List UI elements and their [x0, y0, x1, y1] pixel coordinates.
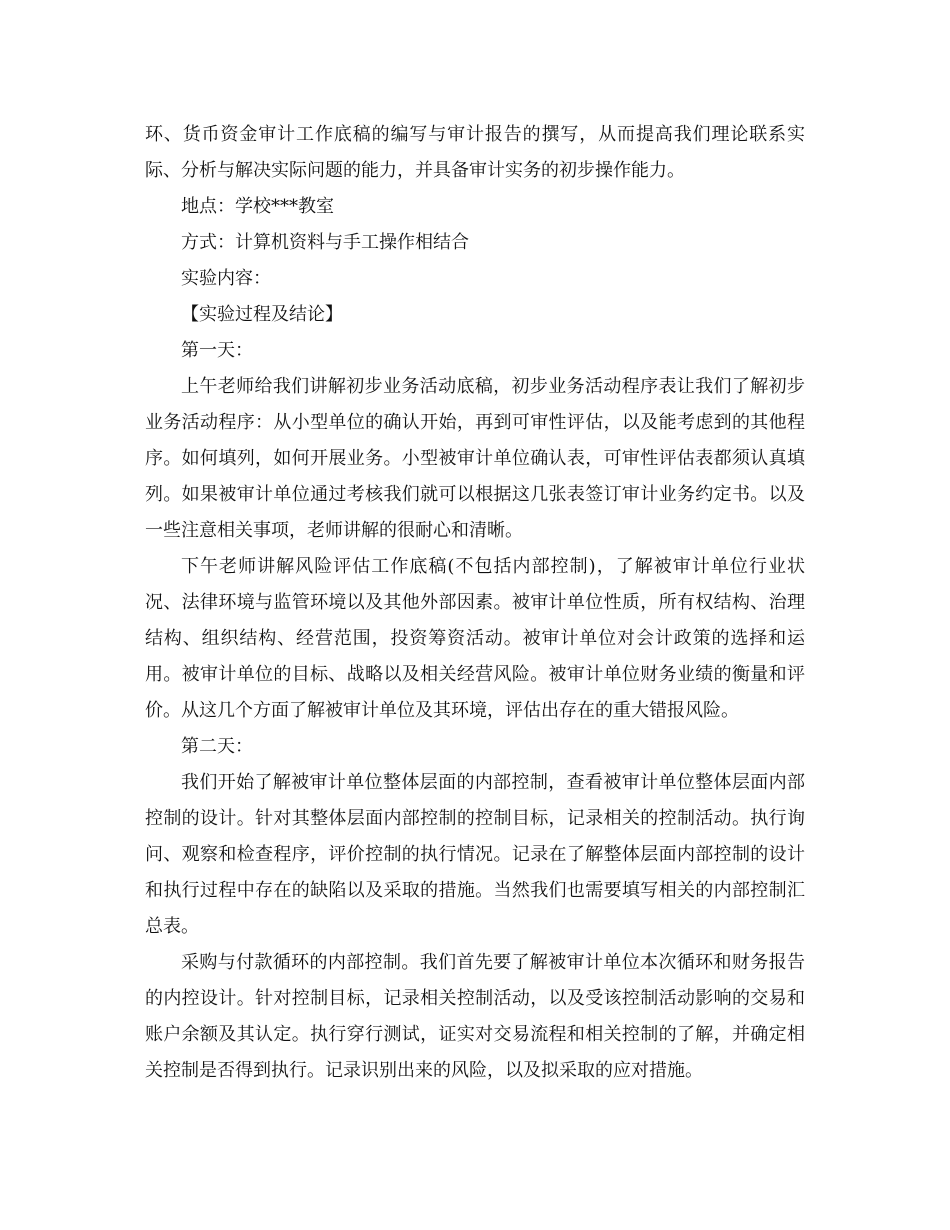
- paragraph-content-label: 实验内容：: [181, 268, 271, 289]
- day-two-heading: 第二天：: [181, 736, 253, 757]
- paragraph-purchase-payment: 采购与付款循环的内部控制。我们首先要了解被审计单位本次循环和财务报告的内控设计。针对控制目标，记录相关控制活动，以及受该控制活动影响的交易和账户余额及其认定。执行穿行测试，证实对交易流程和相关控制的了解，并确定相关控制是否得到执行。记录识别出来的风险，以及拟采取的应对措施。: [145, 952, 805, 1081]
- paragraph-method: 方式：计算机资料与手工操作相结合: [181, 232, 469, 253]
- paragraph-morning: 上午老师给我们讲解初步业务活动底稿，初步业务活动程序表让我们了解初步业务活动程序：从小型单位的确认开始，再到可审性评估，以及能考虑到的其他程序。如何填列，如何开展业务。小型被审计单位确认表，可审性评估表都须认真填列。如果被审计单位通过考核我们就可以根据这几张表签订审计业务约定书。以及一些注意相关事项，老师讲解的很耐心和清晰。: [145, 376, 805, 541]
- day-one-heading: 第一天：: [181, 340, 253, 361]
- paragraph-afternoon: 下午老师讲解风险评估工作底稿(不包括内部控制)，了解被审计单位行业状况、法律环境与监管环境以及其他外部因素。被审计单位性质，所有权结构、治理结构、组织结构、经营范围，投资筹资活动。被审计单位对会计政策的选择和运用。被审计单位的目标、战略以及相关经营风险。被审计单位财务业绩的衡量和评价。从这几个方面了解被审计单位及其环境，评估出存在的重大错报风险。: [145, 556, 805, 721]
- section-heading: 【实验过程及结论】: [181, 304, 343, 325]
- paragraph-continuation: 环、货币资金审计工作底稿的编写与审计报告的撰写，从而提高我们理论联系实际、分析与解决实际问题的能力，并具备审计实务的初步操作能力。: [145, 124, 805, 181]
- paragraph-internal-control: 我们开始了解被审计单位整体层面的内部控制，查看被审计单位整体层面内部控制的设计。针对其整体层面内部控制的控制目标，记录相关的控制活动。执行询问、观察和检查程序，评价控制的执行情况。记录在了解整体层面内部控制的设计和执行过程中存在的缺陷以及采取的措施。当然我们也需要填写相关的内部控制汇总表。: [145, 772, 805, 937]
- paragraph-location: 地点：学校***教室: [181, 196, 334, 217]
